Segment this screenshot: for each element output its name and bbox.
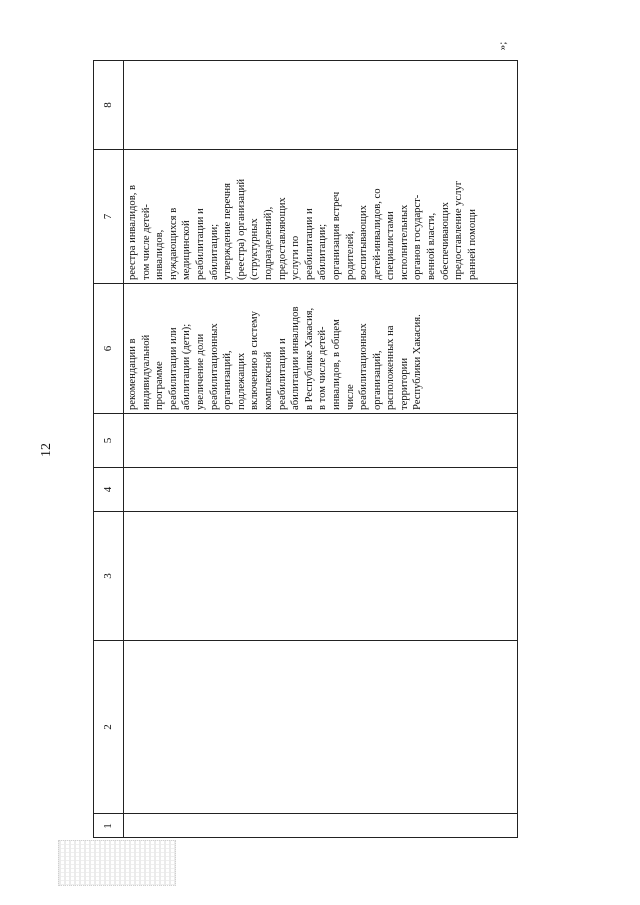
text-line: реабилитационных	[208, 323, 220, 410]
header-col-4: 4	[93, 467, 124, 511]
row-col-5	[124, 413, 518, 467]
text-line: реестра инвалидов, в	[127, 184, 138, 280]
row-col-3	[124, 511, 518, 640]
text-line: организаций,	[222, 350, 234, 410]
page-number: 12	[39, 443, 54, 457]
text-line: том числе детей-	[140, 204, 152, 280]
text-line: комплексной	[262, 351, 274, 410]
text-line: нуждающихся в	[167, 207, 179, 280]
text-line: абилитации инвалидов	[290, 306, 302, 410]
text-line: индивидуальной	[140, 334, 152, 410]
text-line: органов государст-	[412, 194, 424, 280]
text-line: инвалидов, в общем	[330, 319, 342, 410]
col7-text	[126, 153, 479, 280]
text-line: реабилитационных	[358, 323, 370, 410]
text-line: подразделений),	[262, 206, 274, 280]
text-line: Республики Хакасия.	[412, 314, 424, 410]
text-line: расположенных на	[385, 325, 397, 410]
text-line: абилитации;	[317, 223, 329, 280]
text-line: рекомендации в	[127, 338, 138, 410]
text-line: числе	[344, 384, 356, 410]
header-col-8: 8	[93, 60, 124, 149]
text-line: реабилитации и	[303, 208, 315, 280]
text-line: абилитации;	[208, 223, 220, 280]
text-line: обеспечивающих	[439, 202, 451, 280]
text-line: детей-инвалидов, со	[371, 188, 383, 280]
text-line: медицинской	[181, 220, 193, 280]
trailing-mark: »;	[496, 41, 509, 51]
header-col-1: 1	[93, 813, 124, 838]
text-line: включению в систему	[249, 311, 261, 410]
text-line: утверждение перечня	[222, 183, 234, 280]
header-col-7: 7	[93, 149, 124, 283]
text-line: реабилитации или	[167, 327, 179, 410]
text-line: услуги по	[290, 235, 302, 280]
text-line: предоставляющих	[276, 197, 288, 280]
text-line: (структурных	[249, 218, 261, 280]
text-line: исполнительных	[398, 204, 410, 280]
text-line: территории	[398, 357, 410, 410]
header-col-6: 6	[93, 283, 124, 413]
header-col-5: 5	[93, 413, 124, 467]
text-line: реабилитации и	[276, 338, 288, 410]
row-col-7	[124, 149, 518, 283]
text-line: инвалидов,	[154, 229, 166, 280]
row-col-6	[124, 283, 518, 413]
data-table	[93, 60, 518, 838]
row-col-4	[124, 467, 518, 511]
scan-stamp	[58, 840, 176, 886]
text-line: абилитации (дети);	[181, 323, 193, 410]
text-line: организация встреч	[330, 191, 342, 280]
text-line: (реестра) организаций	[235, 178, 247, 280]
text-line: воспитывающих	[358, 205, 370, 280]
col6-text	[126, 287, 425, 410]
row-col-1	[124, 813, 518, 838]
header-col-2: 2	[93, 640, 124, 813]
text-line: программе	[154, 361, 166, 410]
text-line: родителей,	[344, 231, 356, 280]
text-line: специалистами	[385, 211, 397, 280]
text-line: ранней помощи	[466, 209, 478, 280]
text-line: организаций,	[371, 350, 383, 410]
header-col-3: 3	[93, 511, 124, 640]
row-col-2	[124, 640, 518, 813]
text-line: в Республике Хакасия,	[303, 307, 315, 410]
text-line: реабилитации и	[194, 208, 206, 280]
text-line: увеличение доли	[194, 333, 206, 410]
row-col-8	[124, 60, 518, 149]
text-line: в том числе детей-	[317, 326, 329, 410]
text-line: подлежащих	[235, 352, 247, 410]
text-line: венной власти,	[426, 212, 438, 280]
text-line: предоставление услуг	[453, 180, 465, 280]
